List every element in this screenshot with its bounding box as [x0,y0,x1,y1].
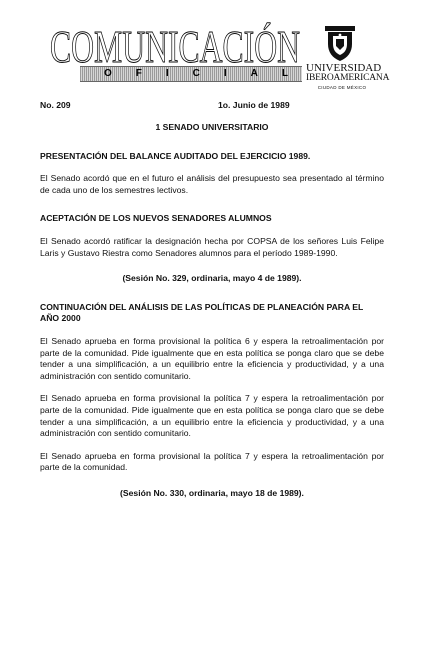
session-reference: (Sesión No. 330, ordinaria, mayo 18 de 1989). [120,487,304,498]
section-heading: CONTINUACIÓN DEL ANÁLISIS DE LAS POLÍTICAS DE PLANEACIÓN PARA EL AÑO 2000 [40,301,364,324]
issue-header [40,100,384,112]
paragraph: El Senado acordó que en el futuro el análisis del presupuesto sea presentado al término de cada uno de los semestres lectivos. [40,173,384,195]
section-heading: ACEPTACIÓN DE LOS NUEVOS SENADORES ALUMNOS [40,213,272,224]
session-reference: (Sesión No. 329, ordinaria, mayo 4 de 1989). [122,273,302,284]
issue-date: 1o. Junio de 1989 [218,100,290,110]
oficial-band [80,66,312,82]
masthead [0,0,425,95]
university-city: CIUDAD DE MÉXICO [317,85,367,90]
university-logo [306,24,390,94]
comunicacion-wordmark [48,22,302,66]
university-name-line2: IBEROAMERICANA [306,73,390,83]
paragraph: El Senado aprueba en forma provisional la política 6 y espera la retroalimentación por parte de la comunidad. Pide igualmente que en esta política se ponga claro que se debe tender a una simplificación, a un equilibrio entre la eficiencia y productividad, y a una administración con sentido comunitario. [40,335,384,381]
document-body [40,100,384,499]
section-senado-title: 1 SENADO UNIVERSITARIO [155,122,269,132]
masthead-title: COMUNICACIÓN [50,22,300,66]
paragraph: El Senado aprueba en forma provisional la política 7 y espera la retroalimentación por parte de la comunidad. Pide igualmente que en esta política se ponga claro que se debe tender a una simplificación, a un equilibrio entre la eficiencia y productividad, y a una administración con sentido comunitario. [40,393,384,439]
paragraph: El Senado acordó ratificar la designación hecha por COPSA de los señores Luis Felipe Laris y Gustavo Riestra como Senadores alumnos para el período 1989-1990. [40,235,384,258]
masthead-subtitle: OFICIAL [104,68,312,79]
issue-number: No. 209 [40,100,71,110]
university-name-line1: UNIVERSIDAD [306,62,382,74]
section-heading: PRESENTACIÓN DEL BALANCE AUDITADO DEL EJERCICIO 1989. [40,150,311,161]
comunicacion-logo [48,22,302,66]
university-emblem-icon [322,24,358,62]
paragraph: El Senado aprueba en forma provisional la política 7 y espera la retroalimentación por parte de la comunidad. [40,450,384,473]
